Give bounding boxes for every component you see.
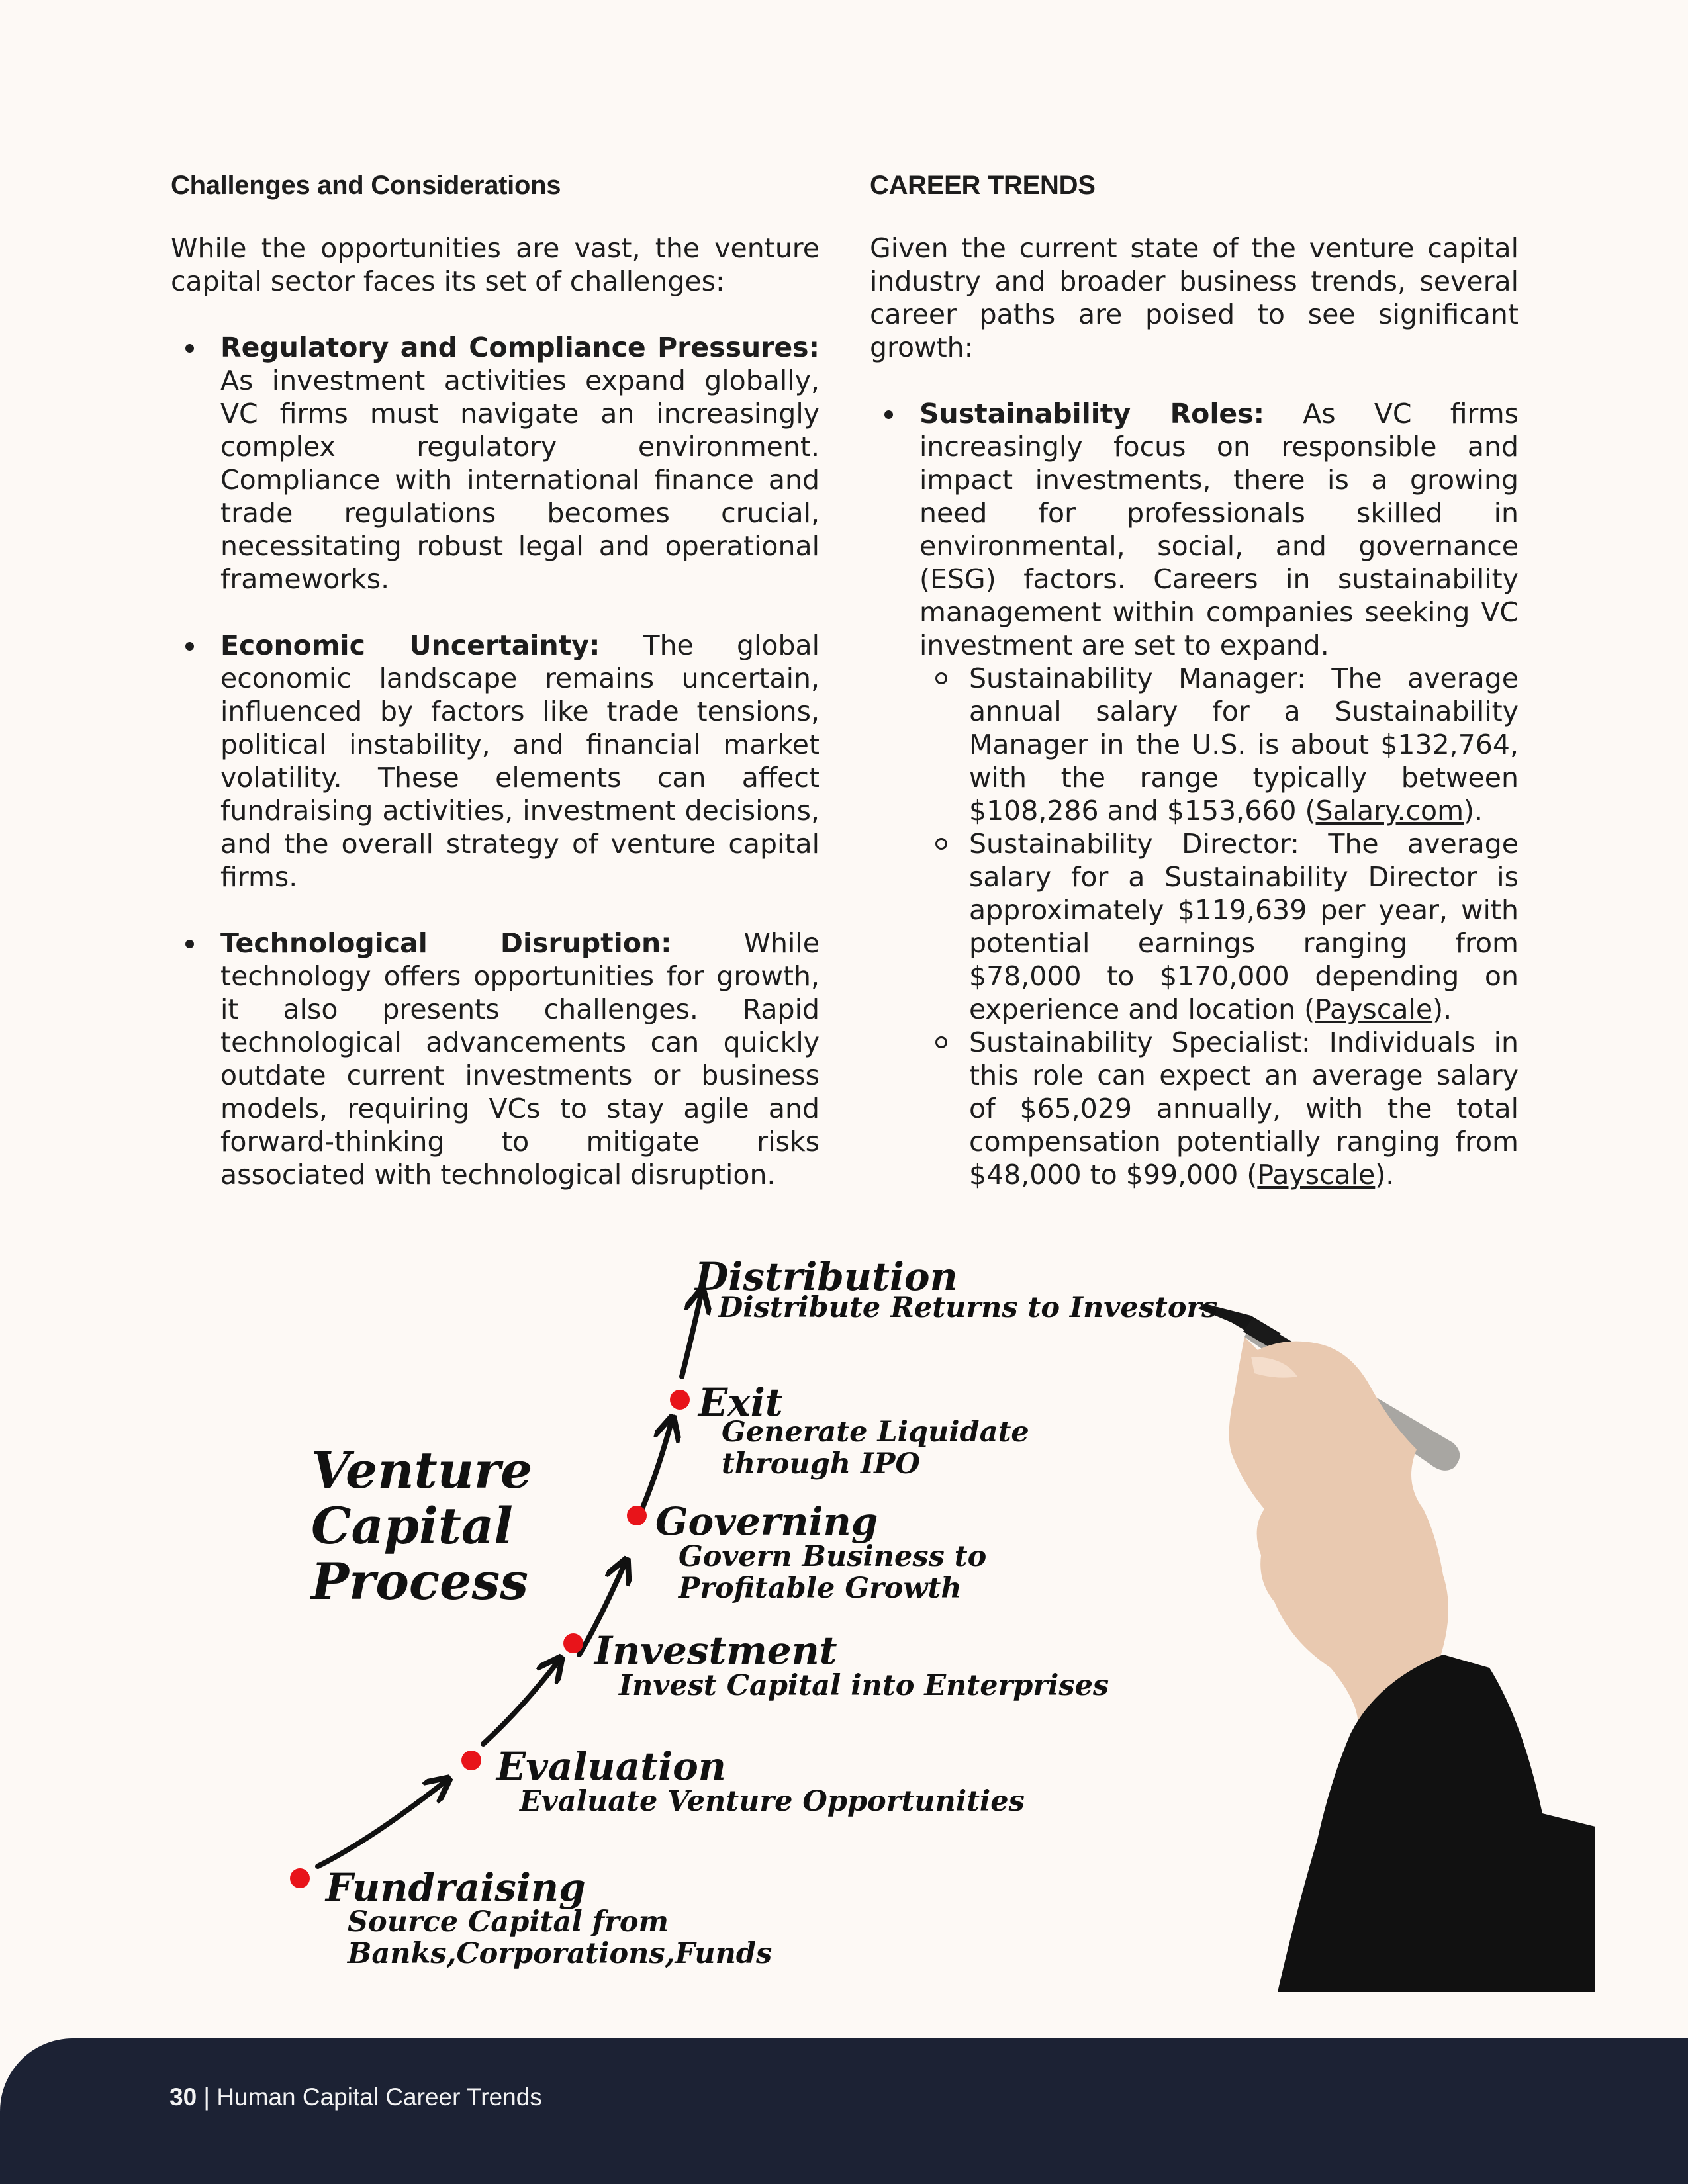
challenges-intro: While the opportunities are vast, the venture capital sector faces its set of challenges: bbox=[171, 232, 820, 297]
title-line: Capital bbox=[311, 1496, 513, 1555]
step-evaluation-desc bbox=[520, 1786, 1025, 1817]
step-fundraising-desc bbox=[348, 1906, 772, 1970]
source-link-salary-com[interactable]: Salary.com bbox=[1315, 795, 1464, 827]
step-exit-desc bbox=[722, 1416, 1029, 1480]
list-item bbox=[171, 927, 820, 1191]
desc-line: Profitable Growth bbox=[679, 1572, 962, 1605]
arrow-governing-to-exit bbox=[642, 1420, 672, 1509]
vc-process-diagram bbox=[0, 1244, 1688, 1999]
salary-item-manager bbox=[919, 662, 1519, 827]
desc-line: Invest Capital into Enterprises bbox=[619, 1669, 1109, 1702]
list-item bbox=[870, 397, 1519, 1191]
source-link-payscale[interactable]: Payscale bbox=[1315, 993, 1433, 1025]
step-investment-desc bbox=[619, 1670, 1109, 1702]
step-distribution-desc bbox=[718, 1292, 1217, 1324]
list-item-term: Regulatory and Compliance Pressures: bbox=[220, 332, 820, 363]
step-governing: Governing bbox=[655, 1499, 878, 1544]
desc-line: Distribute Returns to Investors bbox=[718, 1291, 1218, 1324]
salary-after: ). bbox=[1375, 1159, 1395, 1191]
step-evaluation: Evaluation bbox=[496, 1744, 726, 1789]
salary-after: ). bbox=[1432, 993, 1452, 1025]
list-item bbox=[171, 629, 820, 893]
desc-line: Govern Business to bbox=[679, 1540, 987, 1573]
page-footer bbox=[0, 2038, 1688, 2184]
title-line: Venture bbox=[311, 1441, 533, 1500]
dot-governing bbox=[627, 1506, 647, 1525]
section-heading-challenges: Challenges and Considerations bbox=[171, 171, 561, 200]
list-item-text: While technology offers opportunities for growth, it also presents challenges. Rapid technological advancements can quickly outdate current investments or business models, requiring VCs to stay agile and forward-thinking to mitigate risks associated with technological disruption. bbox=[220, 927, 820, 1191]
career-trends-list bbox=[870, 397, 1519, 1191]
list-item-term: Sustainability Roles: bbox=[919, 398, 1264, 430]
desc-line: Source Capital from bbox=[348, 1905, 669, 1938]
dot-investment bbox=[563, 1633, 583, 1653]
diagram-title bbox=[311, 1443, 532, 1610]
desc-line: Banks,Corporations,Funds bbox=[348, 1937, 773, 1970]
desc-line: through IPO bbox=[722, 1447, 920, 1480]
desc-line: Generate Liquidate bbox=[722, 1416, 1029, 1449]
salary-sublist bbox=[919, 662, 1519, 1191]
list-item-term: Technological Disruption: bbox=[220, 927, 672, 959]
salary-text: Sustainability Manager: The average annual salary for a Sustainability Manager in the U.S. is about $132,764, with the range typically between $108,286 and $153,660 ( bbox=[969, 662, 1519, 827]
footer-text bbox=[169, 2083, 542, 2111]
list-item-text: As investment activities expand globally, VC firms must navigate an increasingly complex regulatory environment. Compliance with international finance and trade regulations becomes crucial, necessitating robust legal and operational frameworks. bbox=[220, 365, 820, 595]
hand-with-marker-illustration bbox=[1198, 1304, 1595, 1992]
list-item-text: The global economic landscape remains uncertain, influenced by factors like trade tensions, political instability, and financial market volatility. These elements can affect fundraising activities, investment decisions, and the overall strategy of venture capital firms. bbox=[220, 629, 820, 893]
step-investment: Investment bbox=[594, 1628, 837, 1673]
page-number: 30 bbox=[169, 2083, 197, 2111]
step-distribution: Distribution bbox=[695, 1254, 958, 1299]
step-exit: Exit bbox=[698, 1380, 783, 1425]
salary-item-director bbox=[919, 827, 1519, 1026]
career-trends-intro: Given the current state of the venture capital industry and broader business trends, several career paths are poised to see significant growth: bbox=[870, 232, 1519, 363]
left-column bbox=[171, 165, 820, 1224]
salary-after: ). bbox=[1464, 795, 1483, 827]
arrow-fundraising-to-evaluation bbox=[318, 1780, 447, 1866]
process-arrows bbox=[0, 1244, 1688, 1999]
right-column bbox=[870, 165, 1519, 1191]
footer-separator: | bbox=[197, 2083, 217, 2111]
arrow-exit-to-distribution bbox=[682, 1292, 702, 1377]
salary-text: Sustainability Director: The average salary for a Sustainability Director is approximately $119,639 per year, with potential earnings ranging from $78,000 to $170,000 depending on experience and location ( bbox=[969, 828, 1519, 1025]
dot-exit bbox=[670, 1390, 690, 1410]
section-heading-career-trends: CAREER TRENDS bbox=[870, 171, 1096, 200]
source-link-payscale[interactable]: Payscale bbox=[1257, 1159, 1376, 1191]
salary-text: Sustainability Specialist: Individuals in this role can expect an average salary of $65,029 annually, with the total compensation potentially ranging from $48,000 to $99,000 ( bbox=[969, 1026, 1519, 1191]
list-item-text: As VC firms increasingly focus on responsible and impact investments, there is a growing need for professionals skilled in environmental, social, and governance (ESG) factors. Careers in sustainability management within companies seeking VC investment are set to expand. bbox=[919, 398, 1519, 661]
footer-title: Human Capital Career Trends bbox=[216, 2083, 542, 2111]
step-governing-desc bbox=[679, 1541, 986, 1604]
dot-fundraising bbox=[290, 1868, 310, 1888]
dot-evaluation bbox=[461, 1751, 481, 1770]
title-line: Process bbox=[311, 1552, 529, 1611]
desc-line: Evaluate Venture Opportunities bbox=[520, 1785, 1025, 1818]
arrow-evaluation-to-investment bbox=[483, 1660, 559, 1744]
list-item bbox=[171, 331, 820, 596]
list-item-term: Economic Uncertainty: bbox=[220, 629, 600, 661]
challenges-list bbox=[171, 331, 820, 1191]
step-fundraising: Fundraising bbox=[326, 1865, 586, 1910]
salary-item-specialist bbox=[919, 1026, 1519, 1191]
